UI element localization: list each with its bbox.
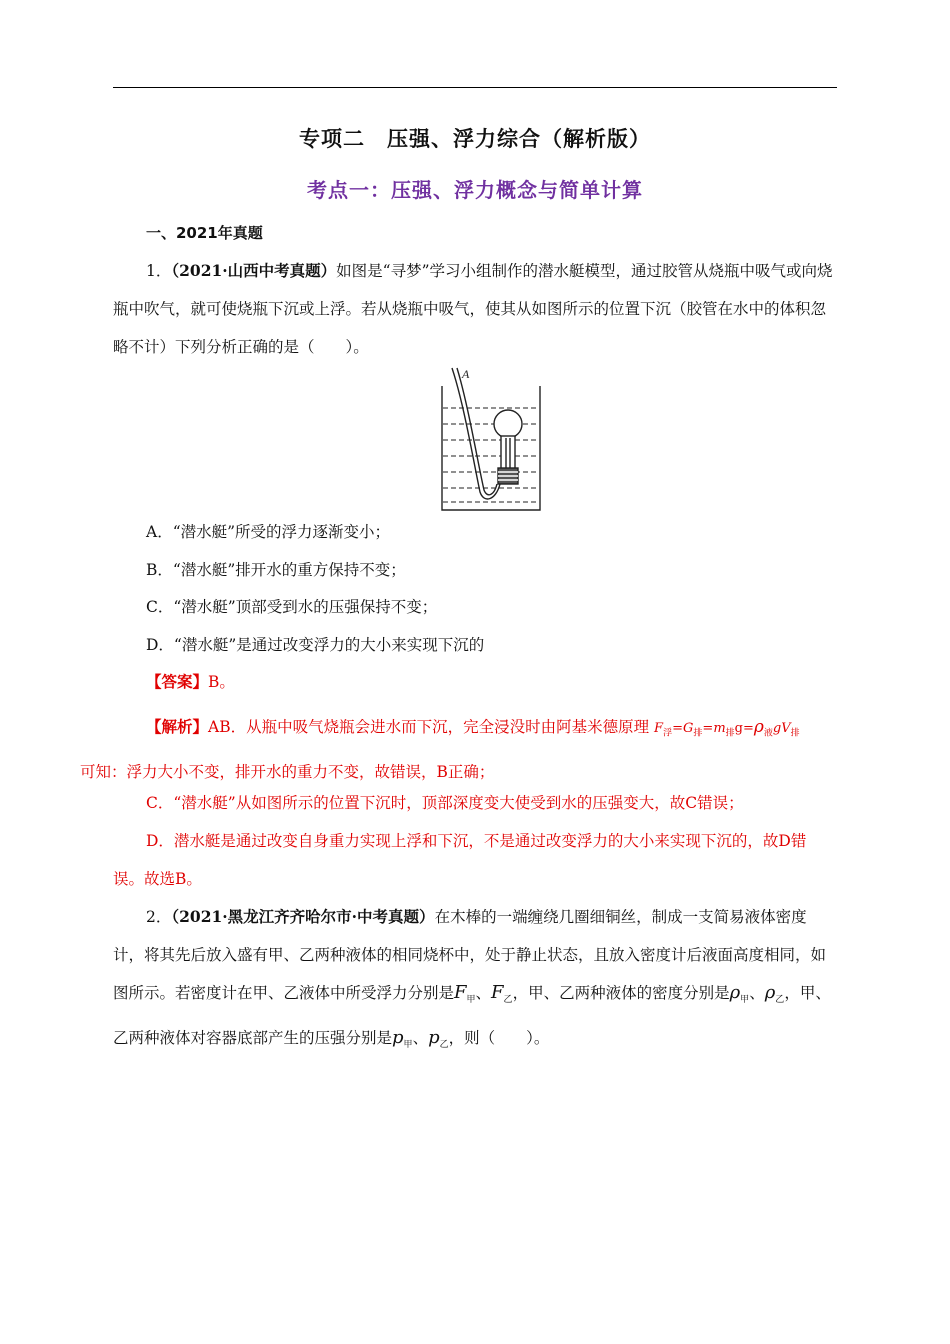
buoyancy-formula (654, 717, 800, 739)
answer-line (146, 670, 235, 692)
option-d: D．“潜水艇”是通过改变浮力的大小来实现下沉的 (146, 636, 485, 654)
subscript-yi: 乙 (439, 1040, 449, 1051)
option-b: B．“潜水艇”排开水的重方保持不变； (146, 561, 406, 579)
subscript-yi: 乙 (503, 995, 513, 1006)
symbol-f: F (491, 982, 504, 1003)
formula-f: F (654, 721, 664, 736)
analysis-ab-conclusion: 可知：浮力大小不变，排开水的重力不变，故错误，B正确； (80, 762, 495, 781)
formula-rho: ρ (753, 717, 764, 737)
separator: 、 (749, 984, 765, 1002)
formula-sub: 排 (725, 728, 735, 739)
answer-value: B。 (208, 673, 235, 691)
submarine-model-figure (440, 364, 544, 512)
formula-eq: = (672, 721, 683, 736)
formula-g-eq: g= (734, 721, 754, 736)
formula-sub: 排 (790, 728, 800, 739)
question-2-source: （2021·黑龙江齐齐哈尔市·中考真题） (171, 907, 435, 926)
analysis-d: D．潜水艇是通过改变自身重力实现上浮和下沉，不是通过改变浮力的大小来实现下沉的，故D错误。故选B。 (113, 832, 807, 888)
topic-heading: 考点一：压强、浮力概念与简单计算 (307, 178, 643, 202)
option-c: C．“潜水艇”顶部受到水的压强保持不变； (146, 598, 438, 616)
question-2-number: 2． (146, 908, 172, 926)
separator: 、 (412, 1029, 429, 1048)
header-rule (113, 87, 837, 88)
symbol-rho: ρ (729, 982, 741, 1003)
formula-eq: = (702, 721, 714, 736)
analysis-c: C．“潜水艇”从如图所示的位置下沉时，顶部深度变大使受到水的压强变大，故C错误； (146, 794, 744, 812)
subscript-jia: 甲 (740, 995, 750, 1006)
question-1 (113, 252, 837, 366)
question-1-source: （2021·山西中考真题） (171, 261, 337, 280)
formula-sub: 浮 (663, 728, 673, 739)
question-2-text-3: ，甲、乙两种液体对容器底部产生的压强分别是 (113, 984, 831, 1048)
analysis-ab-text: AB．从瓶中吸气烧瓶会进水而下沉，完全浸没时由阿基米德原理 (208, 718, 650, 736)
formula-g: G (683, 721, 694, 736)
symbol-p: p (428, 1027, 440, 1049)
separator: 、 (475, 984, 492, 1002)
symbol-rho: ρ (764, 982, 776, 1003)
page-title: 专项二 压强、浮力综合（解析版） (299, 127, 651, 151)
analysis-block-ab (80, 708, 837, 791)
subscript-jia: 甲 (466, 995, 476, 1006)
subscript-jia: 甲 (403, 1040, 413, 1051)
figure-label-a: A (462, 367, 470, 381)
section-heading: 一、2021年真题 (146, 224, 263, 242)
subscript-yi: 乙 (775, 995, 785, 1006)
question-2-text-1: 在木棒的一端缠绕几圈细铜丝，制成一支简易液体密度计，将其先后放入盛有甲、乙两种液体的相同烧杯中，处于静止状态，且放入密度计后液面高度相同，如图所示。若密度计在甲、乙液体中所受浮力分别是 (113, 908, 827, 1002)
question-2-text-2: ，甲、乙两种液体的密度分别是 (512, 984, 730, 1002)
option-a: A．“潜水艇”所受的浮力逐渐变小； (146, 523, 391, 541)
formula-g-small: g (772, 721, 782, 736)
formula-v: V (781, 721, 791, 736)
symbol-p: p (392, 1027, 404, 1049)
formula-sub: 排 (693, 728, 703, 739)
symbol-f: F (454, 982, 467, 1003)
question-2 (113, 898, 837, 1064)
question-1-text: 如图是“寻梦”学习小组制作的潜水艇模型，通过胶管从烧瓶中吸气或向烧瓶中吹气，就可使烧瓶下沉或上浮。若从烧瓶中吸气，使其从如图所示的位置下沉（胶管在水中的体积忽略不计）下列分析正确的是（ ）。 (113, 262, 833, 356)
analysis-tag: 【解析】 (146, 717, 209, 736)
answer-tag: 【答案】 (146, 672, 209, 691)
formula-m: m (713, 721, 726, 736)
question-1-number: 1． (146, 262, 172, 280)
formula-sub: 液 (763, 728, 773, 739)
question-2-text-4: ，则（ ）。 (448, 1029, 550, 1048)
